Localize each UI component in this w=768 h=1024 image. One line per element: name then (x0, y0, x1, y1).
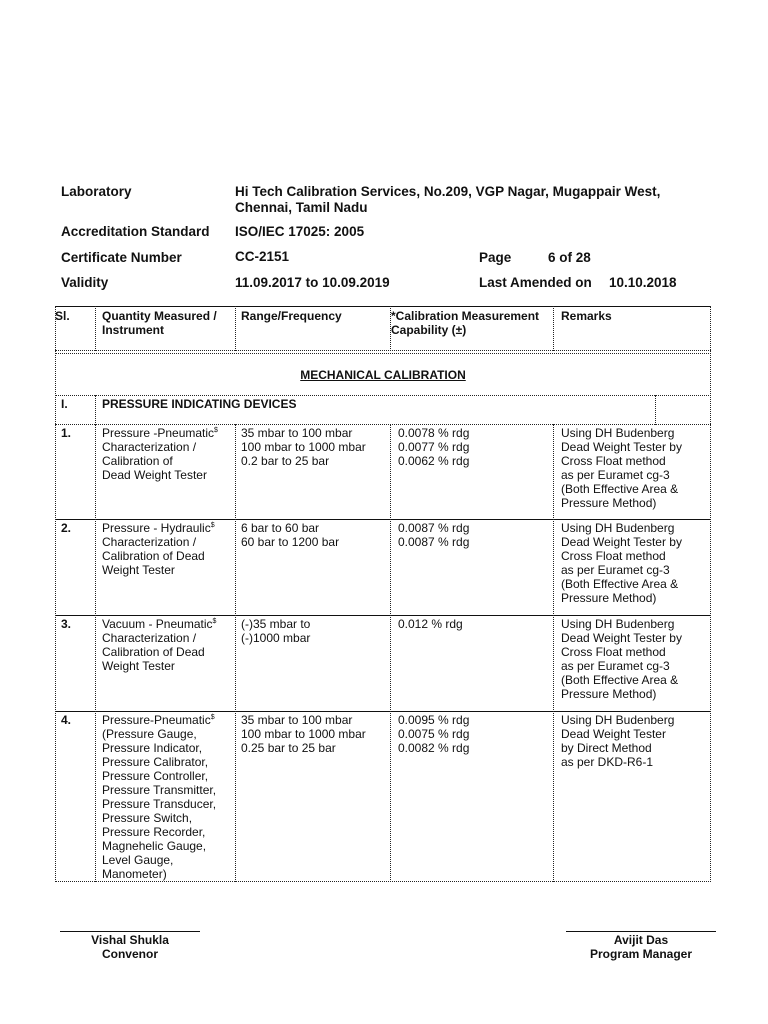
row-sl: 3. (61, 617, 72, 631)
signature-line-left (60, 931, 200, 932)
row-quantity (102, 713, 237, 881)
row-sl: 1. (61, 426, 72, 440)
row-cmc: 0.0078 % rdg 0.0077 % rdg 0.0062 % rdg (398, 426, 470, 468)
row-2-divider (55, 615, 711, 616)
header-row-divider-2 (55, 353, 711, 354)
col-divider-sub-right (655, 395, 656, 425)
quantity-rest: (Pressure Gauge, Pressure Indicator, Pressure Calibrator, Pressure Controller, Pressure Transmitter, Pressure Transducer, Pressure Switch, Pressure Recorder, Magnehelic Gauge, Level Gauge, Manometer) (102, 727, 217, 881)
table-border-left (55, 306, 56, 882)
header-quantity: Quantity Measured / Instrument (102, 309, 217, 337)
col-divider-1-header (95, 306, 96, 351)
page-label: Page (479, 250, 512, 265)
header-remarks: Remarks (561, 309, 612, 323)
signatory-role-right: Program Manager (589, 947, 693, 961)
quantity-head: Pressure - Hydraulic (102, 521, 211, 535)
certificate-label: Certificate Number (61, 250, 182, 265)
subsection-row-divider (55, 424, 711, 425)
table-border-top (55, 306, 711, 307)
signatory-name-right: Avijit Das (613, 933, 669, 947)
footnote-mark: $ (210, 714, 215, 721)
signature-line-right (566, 931, 716, 932)
row-range: 35 mbar to 100 mbar 100 mbar to 1000 mbar 0.2 bar to 25 bar (241, 426, 366, 468)
table-border-bottom (55, 881, 711, 882)
row-remarks: Using DH Budenberg Dead Weight Tester by Direct Method as per DKD-R6-1 (561, 713, 675, 769)
footnote-mark: $ (212, 618, 217, 625)
row-remarks: Using DH Budenberg Dead Weight Tester by Cross Float method as per Euramet cg-3 (Both Effective Area & Pressure Method) (561, 617, 682, 701)
row-cmc: 0.0095 % rdg 0.0075 % rdg 0.0082 % rdg (398, 713, 470, 755)
header-row-divider (55, 350, 711, 351)
page-value: 6 of 28 (548, 250, 591, 265)
section-title: MECHANICAL CALIBRATION (300, 368, 466, 382)
quantity-head: Pressure -Pneumatic (102, 426, 215, 440)
row-3-divider (55, 711, 711, 712)
col-divider-4-header (553, 306, 554, 351)
validity-value: 11.09.2017 to 10.09.2019 (235, 275, 390, 290)
row-quantity (102, 521, 237, 577)
header-range: Range/Frequency (241, 309, 342, 323)
row-remarks: Using DH Budenberg Dead Weight Tester by Cross Float method as per Euramet cg-3 (Both Effective Area & Pressure Method) (561, 426, 682, 510)
row-range: 35 mbar to 100 mbar 100 mbar to 1000 mbar 0.25 bar to 25 bar (241, 713, 366, 755)
signatory-name-left: Vishal Shukla (91, 933, 169, 947)
col-divider-3-body (390, 424, 391, 882)
header-sl: Sl. (55, 309, 70, 323)
standard-value: ISO/IEC 17025: 2005 (235, 224, 365, 239)
row-sl: 2. (61, 521, 72, 535)
subsection-sl: I. (61, 397, 68, 411)
quantity-head: Pressure-Pneumatic (102, 713, 211, 727)
row-cmc: 0.012 % rdg (398, 617, 463, 631)
row-1-divider (55, 519, 711, 520)
row-sl: 4. (61, 713, 72, 727)
quantity-rest: Characterization / Calibration of Dead Weight Tester (102, 440, 207, 482)
section-row-divider (55, 395, 711, 396)
laboratory-value: Hi Tech Calibration Services, No.209, VGP Nagar, Mugappair West, Chennai, Tamil Nadu (235, 184, 661, 215)
quantity-rest: Characterization / Calibration of Dead Weight Tester (102, 631, 205, 673)
standard-label: Accreditation Standard (61, 224, 210, 239)
quantity-rest: Characterization / Calibration of Dead Weight Tester (102, 535, 205, 577)
amended-value: 10.10.2018 (609, 275, 677, 290)
amended-label: Last Amended on (479, 275, 592, 290)
row-quantity (102, 617, 237, 673)
header-cmc: *Calibration Measurement Capability (±) (391, 309, 540, 337)
footnote-mark: $ (214, 427, 218, 434)
col-divider-1-sub (95, 395, 96, 425)
quantity-head: Vacuum - Pneumatic (102, 617, 213, 631)
row-range: (-)35 mbar to (-)1000 mbar (241, 617, 311, 645)
validity-label: Validity (61, 275, 109, 290)
subsection-title: PRESSURE INDICATING DEVICES (102, 397, 297, 411)
row-quantity (102, 426, 237, 482)
signatory-role-left: Convenor (101, 947, 158, 961)
laboratory-label: Laboratory (61, 184, 132, 199)
row-remarks: Using DH Budenberg Dead Weight Tester by Cross Float method as per Euramet cg-3 (Both Effective Area & Pressure Method) (561, 521, 682, 605)
col-divider-2-header (235, 306, 236, 351)
col-divider-4-body (553, 424, 554, 882)
col-divider-1-body (95, 424, 96, 882)
footnote-mark: $ (210, 522, 215, 529)
certificate-value: CC-2151 (235, 249, 290, 264)
row-cmc: 0.0087 % rdg 0.0087 % rdg (398, 521, 470, 549)
row-range: 6 bar to 60 bar 60 bar to 1200 bar (241, 521, 340, 549)
